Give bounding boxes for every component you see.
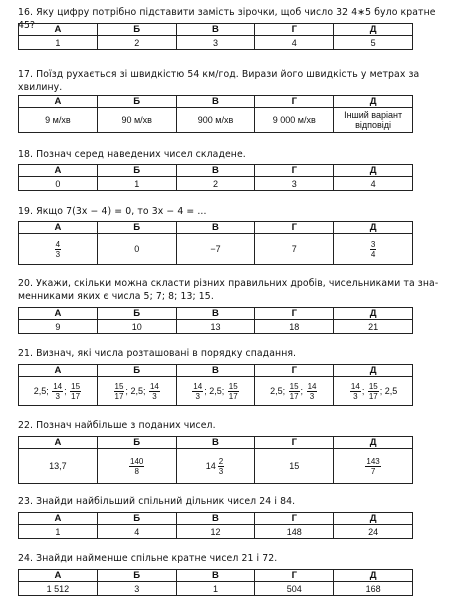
answer-b[interactable]: $\frac{15}{17}$ ; 2,5; $\frac{14}{3}$ [97, 377, 176, 406]
question-17-line1: 17. Поїзд рухається зі швидкістю 54 км/год. Вирази його швидкість у метрах за [18, 69, 420, 80]
col-v: В [176, 308, 255, 320]
question-20 [18, 277, 450, 303]
question-22: 22. Познач найбільше з поданих чисел. [18, 420, 216, 431]
col-g: Г [255, 365, 334, 377]
answer-g[interactable]: 4 [255, 36, 334, 50]
answer-a[interactable]: 13,7 [19, 449, 98, 484]
answer-d[interactable]: 4 [334, 177, 413, 191]
value-2-5: 2,5; [130, 385, 146, 396]
answer-a[interactable]: 9 м/хв [19, 108, 98, 133]
question-23: 23. Знайди найбільший спільний дільник чисел 24 і 84. [18, 496, 296, 507]
col-d: Д [334, 437, 413, 449]
col-b: Б [97, 365, 176, 377]
col-v: В [176, 365, 255, 377]
answer-a[interactable]: 0 [19, 177, 98, 191]
col-g: Г [255, 308, 334, 320]
fraction [370, 240, 376, 259]
answer-d-line2: відповіді [355, 120, 392, 130]
col-g: Г [255, 513, 334, 525]
answer-table-24 [18, 569, 413, 596]
col-d: Д [334, 222, 413, 234]
col-d: Д [334, 365, 413, 377]
col-g: Г [255, 570, 334, 582]
answer-table-23 [18, 512, 413, 539]
answer-v[interactable]: 12 [176, 525, 255, 539]
answer-b[interactable]: 1 [97, 177, 176, 191]
col-g: Г [255, 96, 334, 108]
col-a: А [19, 570, 98, 582]
col-b: Б [97, 513, 176, 525]
fraction: $\frac{14}{3}$ [307, 381, 317, 401]
fraction: $\frac{15}{17}$ [289, 381, 299, 401]
col-a: А [19, 308, 98, 320]
question-17-line2: хвилину. [18, 82, 63, 93]
fraction: $\frac{15}{17}$ [114, 381, 124, 401]
col-g: Г [255, 24, 334, 36]
col-d: Д [334, 570, 413, 582]
fraction: $\frac{14}{3}$ [53, 381, 63, 401]
question-24: 24. Знайди найменше спільне кратне чисел 21 і 72. [18, 553, 278, 564]
answer-table-18 [18, 164, 413, 191]
answer-d[interactable]: 21 [334, 320, 413, 334]
fraction: $\frac{14}{3}$ [193, 381, 203, 401]
col-d: Д [334, 96, 413, 108]
answer-d[interactable] [334, 234, 413, 265]
question-20-line1: 20. Укажи, скільки можна скласти різних правильних дробів, чисельниками та зна- [18, 278, 439, 289]
col-a: А [19, 222, 98, 234]
numerator: 3 [370, 239, 376, 249]
answer-table-22 [18, 436, 413, 484]
fraction: $\frac{143}{7}$ [366, 456, 380, 476]
col-g: Г [255, 222, 334, 234]
question-17 [18, 68, 450, 94]
col-b: Б [97, 437, 176, 449]
question-20-line2: менниками яких є числа 5; 7; 8; 13; 15. [18, 291, 214, 302]
answer-a[interactable]: 2,5; $\frac{14}{3}$ ; $\frac{15}{17}$ [19, 377, 98, 406]
denominator: 4 [370, 249, 376, 259]
answer-d-line1: Інший варіант [344, 110, 403, 120]
answer-g[interactable]: 2,5; $\frac{15}{17}$ ; $\frac{14}{3}$ [255, 377, 334, 406]
col-d: Д [334, 24, 413, 36]
answer-d[interactable]: 5 [334, 36, 413, 50]
col-v: В [176, 96, 255, 108]
answer-table-17 [18, 95, 413, 133]
answer-v[interactable]: $\frac{14}{3}$ ; 2,5; $\frac{15}{17}$ [176, 377, 255, 406]
answer-b[interactable]: 90 м/хв [97, 108, 176, 133]
fraction: $\frac{14}{3}$ [350, 381, 360, 401]
answer-table-21 [18, 364, 413, 406]
answer-a[interactable]: 1 [19, 36, 98, 50]
value-2-5: 2,5; [209, 385, 225, 396]
col-d: Д [334, 513, 413, 525]
fraction: $\frac{15}{17}$ [368, 381, 378, 401]
col-g: Г [255, 165, 334, 177]
question-21: 21. Визнач, які числа розташовані в порядку спадання. [18, 348, 297, 359]
answer-v[interactable]: 13 [176, 320, 255, 334]
col-g: Г [255, 437, 334, 449]
col-a: А [19, 365, 98, 377]
answer-v[interactable]: −7 [176, 234, 255, 265]
answer-d[interactable] [334, 108, 413, 133]
answer-b[interactable]: 0 [97, 234, 176, 265]
answer-v[interactable]: 900 м/хв [176, 108, 255, 133]
col-a: А [19, 165, 98, 177]
answer-b[interactable]: 4 [97, 525, 176, 539]
fraction: $\frac{15}{17}$ [71, 381, 81, 401]
question-18: 18. Познач серед наведених чисел складене. [18, 149, 246, 160]
col-a: А [19, 437, 98, 449]
col-b: Б [97, 308, 176, 320]
col-v: В [176, 513, 255, 525]
answer-a[interactable] [19, 234, 98, 265]
col-b: Б [97, 24, 176, 36]
answer-v[interactable]: 1 [176, 582, 255, 596]
answer-table-16 [18, 23, 413, 50]
col-a: А [19, 513, 98, 525]
col-b: Б [97, 570, 176, 582]
answer-v[interactable]: 3 [176, 36, 255, 50]
answer-g[interactable]: 15 [255, 449, 334, 484]
answer-d[interactable]: $\frac{14}{3}$ ; $\frac{15}{17}$ ; 2,5 [334, 377, 413, 406]
question-16: 16. Яку цифру потрібно підставити замість зірочки, щоб число 32 4∗5 було кратне 45? [18, 7, 436, 31]
answer-g[interactable]: 504 [255, 582, 334, 596]
answer-g[interactable]: 18 [255, 320, 334, 334]
answer-a[interactable]: 9 [19, 320, 98, 334]
answer-v[interactable]: 2 [176, 177, 255, 191]
answer-g[interactable]: 7 [255, 234, 334, 265]
answer-table-19 [18, 221, 413, 265]
fraction [55, 240, 61, 259]
col-v: В [176, 24, 255, 36]
value-2-5: 2,5; [270, 385, 286, 396]
col-v: В [176, 222, 255, 234]
mixed-number: 14 2 3 [205, 456, 224, 476]
answer-a[interactable]: 1 512 [19, 582, 98, 596]
col-a: А [19, 96, 98, 108]
question-19: 19. Якщо 7(3x − 4) = 0, то 3x − 4 = ... [18, 206, 207, 217]
col-b: Б [97, 222, 176, 234]
answer-b[interactable]: 10 [97, 320, 176, 334]
col-b: Б [97, 165, 176, 177]
col-d: Д [334, 308, 413, 320]
fraction: $\frac{14}{3}$ [149, 381, 159, 401]
denominator: 3 [55, 249, 61, 259]
col-v: В [176, 570, 255, 582]
col-d: Д [334, 165, 413, 177]
answer-a[interactable]: 1 [19, 525, 98, 539]
answer-d[interactable] [334, 449, 413, 484]
col-v: В [176, 437, 255, 449]
fraction: $\frac{140}{8}$ [130, 456, 144, 476]
col-v: В [176, 165, 255, 177]
answer-g[interactable]: 3 [255, 177, 334, 191]
numerator: 4 [55, 239, 61, 249]
answer-v[interactable] [176, 449, 255, 484]
value-2-5: 2,5; [33, 385, 49, 396]
answer-g[interactable]: 9 000 м/хв [255, 108, 334, 133]
fraction: $\frac{15}{17}$ [228, 381, 238, 401]
answer-b[interactable]: 2 [97, 36, 176, 50]
col-b: Б [97, 96, 176, 108]
answer-g[interactable]: 148 [255, 525, 334, 539]
answer-table-20 [18, 307, 413, 334]
answer-b[interactable]: 3 [97, 582, 176, 596]
col-a: А [19, 24, 98, 36]
answer-b[interactable] [97, 449, 176, 484]
answer-d[interactable]: 168 [334, 582, 413, 596]
answer-d[interactable]: 24 [334, 525, 413, 539]
